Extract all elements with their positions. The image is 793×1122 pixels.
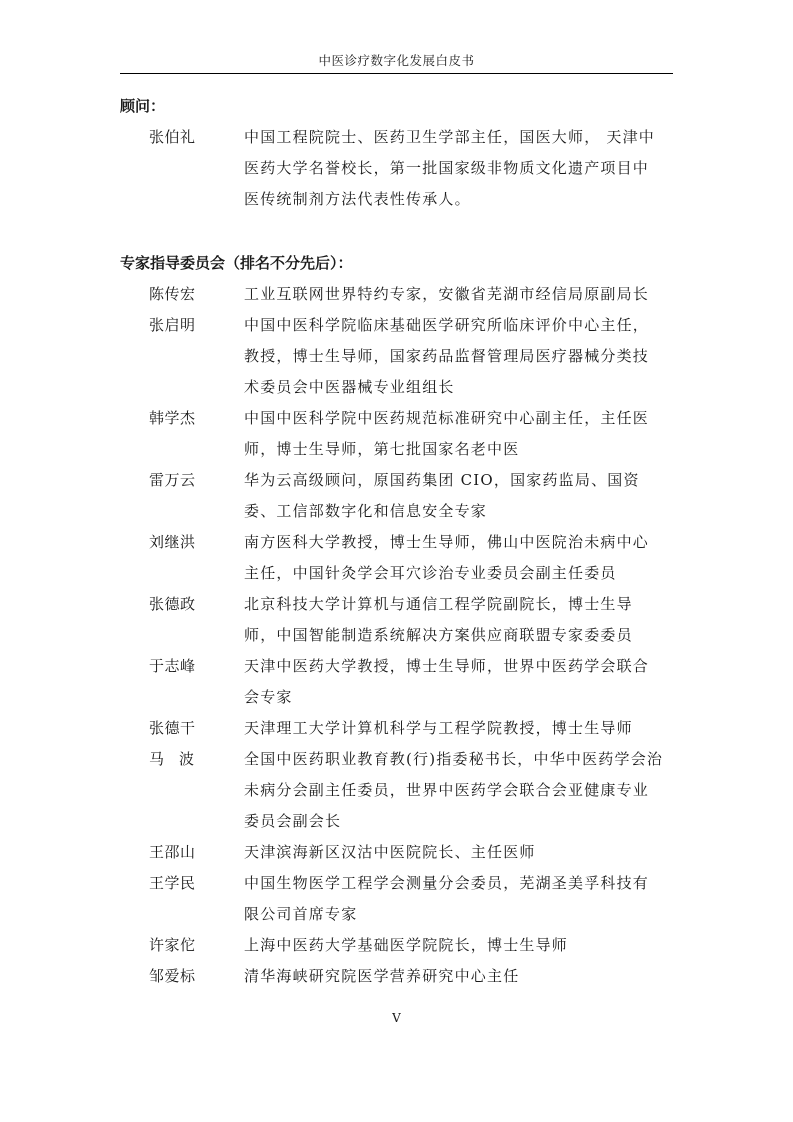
member-name: 王学民 [149, 874, 196, 892]
member-description: 上海中医药大学基础医学院院长，博士生导师 [244, 936, 569, 954]
committee-heading: 专家指导委员会（排名不分先后）： [120, 254, 353, 272]
member-description: 全国中医药职业教育教(行)指委秘书长，中华中医药学会治未病分会副主任委员，世界中医药学会联合会亚健康专业委员会副会长 [244, 750, 664, 830]
member-description: 华为云高级顾问，原国药集团 CIO，国家药监局、国资委、工信部数字化和信息安全专家 [244, 471, 640, 520]
member-name: 雷万云 [149, 471, 196, 489]
member-description: 天津滨海新区汉沽中医院院长、主任医师 [244, 843, 536, 861]
member-name: 刘继洪 [149, 533, 196, 551]
advisors-heading: 顾问： [120, 97, 166, 115]
member-name: 陈传宏 [149, 285, 196, 303]
advisor-name: 张伯礼 [149, 128, 196, 146]
member-name: 许家佗 [149, 936, 196, 954]
member-name: 邹爱标 [149, 967, 196, 985]
header-divider [120, 73, 673, 74]
member-description: 中国中医科学院临床基础医学研究所临床评价中心主任，教授，博士生导师，国家药品监督管理局医疗器械分类技术委员会中医器械专业组组长 [244, 316, 650, 396]
member-name: 张德干 [149, 719, 196, 737]
member-description: 中国中医科学院中医药规范标准研究中心副主任，主任医师，博士生导师，第七批国家名老中医 [244, 409, 650, 458]
running-header-title: 中医诊疗数字化发展白皮书 [318, 53, 475, 68]
advisor-description: 中国工程院院士、医药卫生学部主任，国医大师， 天津中医药大学名誉校长，第一批国家级非物质文化遗产项目中医传统制剂方法代表性传承人。 [244, 128, 655, 208]
member-description: 工业互联网世界特约专家，安徽省芜湖市经信局原副局长 [244, 285, 650, 303]
member-name: 韩学杰 [149, 409, 196, 427]
member-description: 天津理工大学计算机科学与工程学院教授，博士生导师 [244, 719, 633, 737]
member-description: 清华海峡研究院医学营养研究中心主任 [244, 967, 520, 985]
member-description: 天津中医药大学教授，博士生导师，世界中医药学会联合会专家 [244, 657, 650, 706]
member-name: 张启明 [149, 316, 196, 334]
member-description: 中国生物医学工程学会测量分会委员，芜湖圣美孚科技有限公司首席专家 [244, 874, 650, 923]
page-number: V [392, 1011, 401, 1025]
member-name: 马波 [149, 750, 210, 768]
member-description: 南方医科大学教授，博士生导师，佛山中医院治未病中心主任，中国针灸学会耳穴诊治专业委员会副主任委员 [244, 533, 650, 582]
member-name: 王邵山 [149, 843, 196, 861]
member-name: 于志峰 [149, 657, 196, 675]
member-description: 北京科技大学计算机与通信工程学院副院长，博士生导师，中国智能制造系统解决方案供应商联盟专家委委员 [244, 595, 633, 644]
member-name: 张德政 [149, 595, 196, 613]
